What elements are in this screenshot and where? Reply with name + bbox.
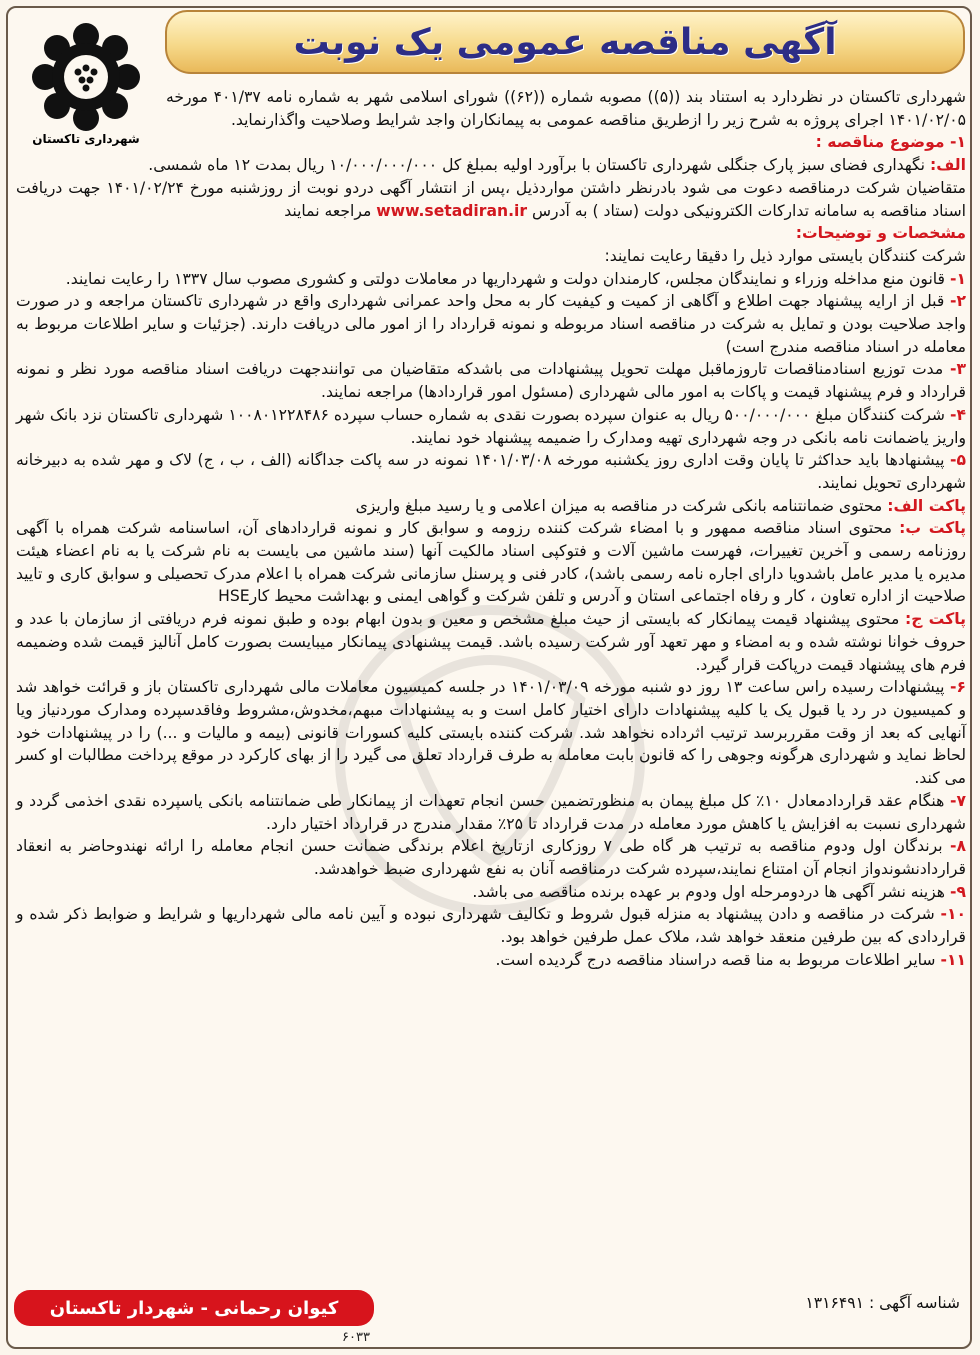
website-link[interactable]: www.setadiran.ir <box>376 201 528 220</box>
list-item: ۱۰- شرکت در مناقصه و دادن پیشنهاد به منزله قبول شروط و تکالیف شهرداری نبوده و آیین نامه مالی شهرداریها و شرایط و ضوابط ذکر شده و قراردادی که بین طرفین منعقد خواهد شد، ملاک عمل طرفین خواهد بود. <box>16 905 966 947</box>
packet-item: پاکت ب: محتوی اسناد مناقصه ممهور و با امضاء شرکت کننده رزومه و سوابق کار و نمونه قراردادهای آن، اساسنامه شرکت همراه با آگهی روزنامه رسمی و آخرین تغییرات، فهرست ماشین آلات و فتوکپی اسناد مالکیت آنها (سند ماشین می بایست به نام شرکت یا به نام اعضاء هیئت مدیره یا مدیر عامل باشدویا دارای اجاره نامه رسمی باشد)، کادر فنی و پرسنل سازمانی شرکت همراه با اعلام مدرک تحصیلی و سوابق کاری و تایید صلاحیت از اداره تعاون ، کار و رفاه اجتماعی استان و آدرس و تلفن شرکت و گواهی ایمنی و بهداشت محیط کارHSE <box>16 519 966 606</box>
intro-paragraph: شهرداری تاکستان در نظردارد به استناد بند ((۵)) مصوبه شماره ((۶۲)) شورای اسلامی شهر به شماره نامه ۴۰۱/۳۷ مورخه ۱۴۰۱/۰۲/۰۵ اجرای پروژه به شرح زیر را ازطریق مناقصه عمومی به پیمانکاران واجد شرایط وصلاحیت واگذارنماید. <box>166 88 966 129</box>
subject-heading: ۱- موضوع مناقصه : <box>815 133 966 152</box>
page-number: ۶۰۳۳ <box>342 1330 370 1345</box>
signer-name: کیوان رحمانی - شهردار تاکستان <box>49 1297 339 1319</box>
list-item: ۴- شرکت کنندگان مبلغ ۵۰۰/۰۰۰/۰۰۰ ریال به عنوان سپرده بصورت نقدی به شماره حساب سپرده ۱۰۰۸۰۱۲۲۸۴۸۶ شهرداری تاکستان نزد بانک شهر واریز یاضمانت نامه بانکی در وجه شهرداری تهیه ومدارک را ضمیمه پیشنهاد خود نمایند. <box>16 405 966 447</box>
ad-body <box>16 86 966 971</box>
logo-caption: شهرداری تاکستان <box>32 132 140 146</box>
applicants-text: متقاضیان شرکت درمناقصه دعوت می شود بادرنظر داشتن مواردذیل ،پس از انتشار آگهی دردو نوبت از روزشنبه مورخ ۱۴۰۱/۰۲/۲۴ جهت دریافت اسناد مناقصه به سامانه تدارکات الکترونیکی دولت (ستاد ) به آدرس <box>16 178 967 220</box>
items-list <box>16 268 966 495</box>
signer-banner <box>14 1290 374 1326</box>
list-item: ۷- هنگام عقد قراردادمعادل ۱۰٪ کل مبلغ پیمان به منظورتضمین حسن انجام تعهدات از پیمانکار طی ضمانتنامه بانکی یاسپرده نقدی اخذمی گردد و شهرداری نسبت به افزایش یا کاهش مورد معامله در مدت قرارداد تا ۲۵٪ مقدار مندرج در قرارداد اختیار دارد. <box>16 791 966 833</box>
ad-id: شناسه آگهی : ۱۳۱۶۴۹۱ <box>805 1294 960 1312</box>
packet-item: پاکت الف: محتوی ضمانتنامه بانکی شرکت در مناقصه به میزان اعلامی و یا رسید مبلغ واریزی <box>355 496 966 515</box>
list-item: ۱۱- سایر اطلاعات مربوط به منا قصه دراسناد مناقصه درج گردیده است. <box>495 950 966 969</box>
packets-list <box>16 495 966 677</box>
specs-intro: شرکت کنندگان بایستی موارد ذیل را دقیقا رعایت نمایند: <box>604 246 966 265</box>
specs-heading: مشخصات و توضیحات: <box>795 224 966 243</box>
applicants-paragraph <box>16 177 966 222</box>
list-item: ۹- هزینه نشر آگهی ها دردومرحله اول ودوم بر عهده برنده مناقصه می باشد. <box>472 882 966 901</box>
refer-text: مراجعه نمایند <box>284 201 372 220</box>
list-item: ۱- قانون منع مداخله وزراء و نمایندگان مجلس، کارمندان دولت و شهرداریها در معاملات دولتی و کشوری مصوب سال ۱۳۳۷ را رعایت نمایند. <box>65 269 966 288</box>
list-item: ۳- مدت توزیع اسنادمناقصات تاروزماقبل مهلت تحویل پیشنهادات می باشدکه متقاضیان می توانندجهت دریافت اسناد مناقصه مورد نظر و نمونه قرارداد و فرم پیشنهاد قیمت و پاکات به امور مالی شهرداری (مسئول امور قراردادها) مراجعه نمایند. <box>16 360 966 402</box>
title-banner <box>165 10 965 74</box>
item-alef <box>16 154 966 177</box>
item-alef-label: الف: <box>929 156 966 175</box>
list-item: ۵- پیشنهادها باید حداکثر تا پایان وقت اداری روز یکشنبه مورخه ۱۴۰۱/۰۳/۰۸ نمونه در سه پاکت جداگانه (الف ، ب ، ج) لاک و مهر شده به دبیرخانه شهرداری تحویل نمایند. <box>16 451 966 492</box>
items-list-2 <box>16 676 966 971</box>
page-title: آگهی مناقصه عمومی یک نوبت <box>293 21 837 63</box>
item-alef-text: نگهداری فضای سبز پارک جنگلی شهرداری تاکستان با برآورد اولیه بمبلغ کل ۱۰/۰۰۰/۰۰۰/۰۰۰ ریال بمدت ۱۲ ماه شمسی. <box>148 156 926 175</box>
list-item: ۸- برندگان اول ودوم مناقصه به ترتیب هر گاه طی ۷ روزکاری ازتاریخ اعلام برندگی ضمانت حسن انجام معامله را ارائه نهندوحاضر به انعقاد قراردادنشوندواز انجام آن امتناع نمایند،سپرده شرکت درمناقصه آنان به نفع شهرداری ضبط خواهدشد. <box>16 837 966 878</box>
list-item: ۲- قبل از ارایه پیشنهاد جهت اطلاع و آگاهی از کمیت و کیفیت کار به محل واحد عمرانی شهرداری واقع در شهرداری تاکستان مراجعه و در صورت واجد صلاحیت بودن و تمایل به شرکت در مناقصه اسناد مربوطه و نمونه قرارداد را از امور مالی دریافت دارند. (جزئیات و سایر اطلاعات مربوط به معامله در اسناد مناقصه مندرج است) <box>16 292 966 356</box>
list-item: ۶- پیشنهادات رسیده راس ساعت ۱۳ روز دو شنبه مورخه ۱۴۰۱/۰۳/۰۹ در جلسه کمیسیون معاملات مالی شهرداری تاکستان باز و قرائت خواهد شد و کمیسیون در رد یا قبول یک یا کلیه پیشنهادات دارای اختیار کامل است و به پیشنهادات مبهم،مخدوش،مشروط وفاقدسپرده ومدارک موردنیاز ویا آنهایی که بعد از وقت مقرربرسد ترتیب اثرداده نخواهد شد. شرکت کننده بایستی کلیه کسورات قانونی (بیمه و مالیات و ...) را در پیشنهادات خود لحاظ نماید و شهرداری هرگونه وجوهی را که قانون بابت معامله به طرف قرارداد تعلق می گیرد را از بهای کارکرد در موقع پرداخت مطالبات او کسر می کند. <box>16 678 966 788</box>
packet-item: پاکت ج: محتوی پیشنهاد قیمت پیمانکار که بایستی از حیث مبلغ مشخص و معین و بدون ابهام بوده و طبق نمونه فرم دریافتی از سازمان با عدد و حروف خوانا نوشته شده و به امضاء و مهر تعهد آور شرکت رسیده باشد. قیمت پیشنهادی پیمانکار میبایست بصورت کامل آنالیز قیمت شده وضمیمه فرم های پیشنهاد قیمت درپاکت قرار گیرد. <box>16 610 966 674</box>
